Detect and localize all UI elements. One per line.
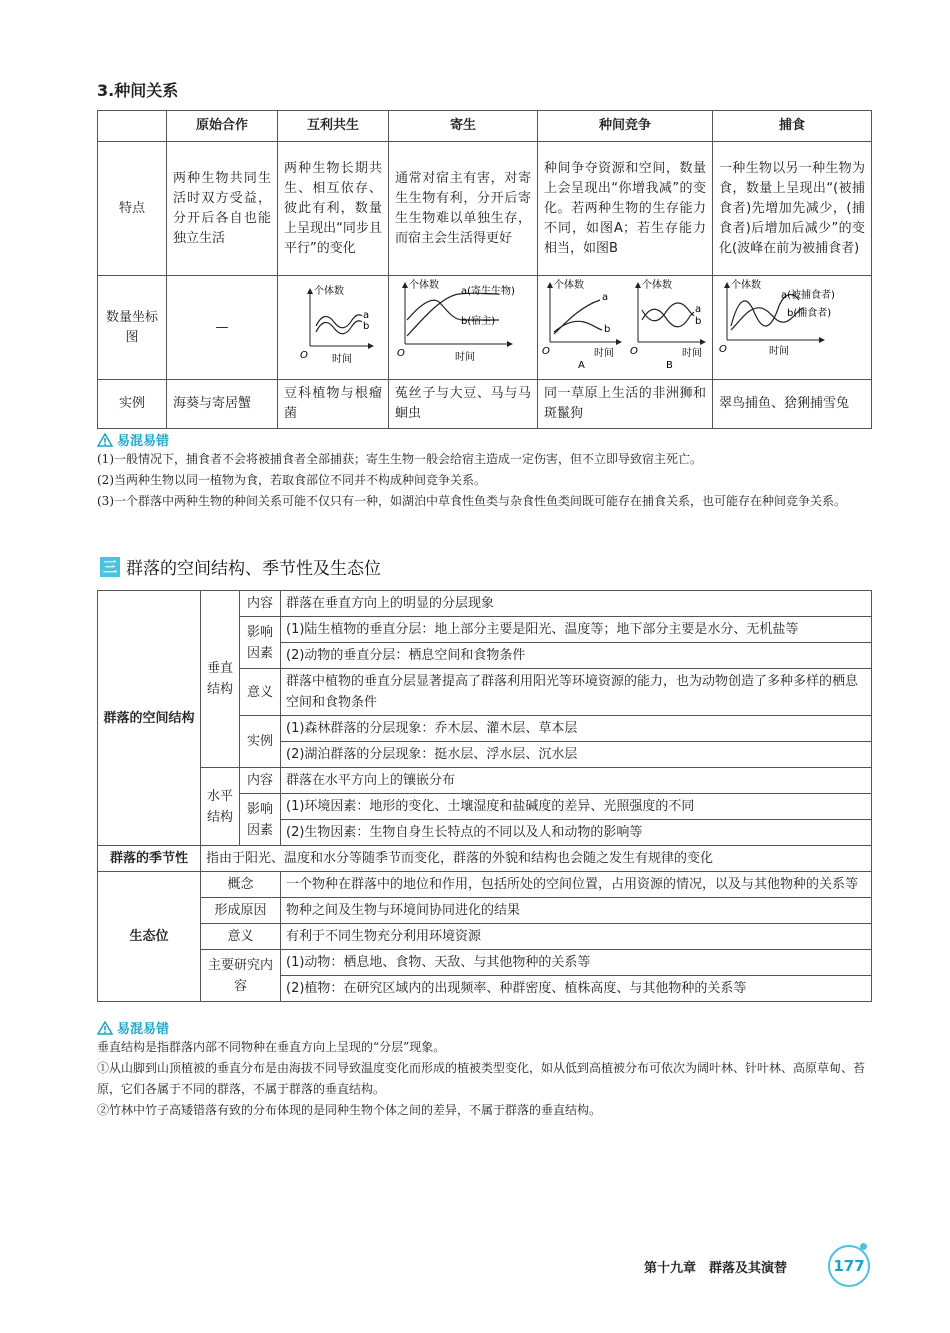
- vertical-content: 群落在垂直方向上的明显的分层现象: [281, 591, 872, 617]
- curve-label-b: b: [363, 321, 370, 332]
- niche-concept: 一个物种在群落中的地位和作用，包括所处的空间位置，占用资源的情况，以及与其他物种的关系等: [281, 872, 872, 898]
- label-content: 内容: [240, 591, 281, 617]
- relations-table: [97, 110, 872, 429]
- curve-label-prey: a(被捕食者): [781, 290, 835, 301]
- header-predation: 捕食: [713, 111, 872, 142]
- header-mutualism: 互利共生: [278, 111, 389, 142]
- label-content: 内容: [240, 768, 281, 794]
- header-empty: [98, 111, 167, 142]
- example-predation: 翠鸟捕鱼、猞猁捕雪兔: [713, 380, 872, 429]
- graph-mutualism: [278, 276, 386, 372]
- curve-label-a: a: [602, 292, 609, 303]
- page-dot-icon: [860, 1243, 867, 1250]
- axis-x-label: 时间: [332, 354, 352, 365]
- row-label-graph: 数量坐标图: [98, 276, 167, 380]
- niche-meaning: 有利于不同生物充分利用环境资源: [281, 924, 872, 950]
- table-header-row: [98, 111, 872, 142]
- section-number: 三: [100, 557, 120, 577]
- warning-title-text: 易混易错: [117, 434, 170, 449]
- label-factor: 影响因素: [240, 617, 281, 669]
- label-factor: 影响因素: [240, 794, 281, 846]
- warning-item: ②竹林中竹子高矮错落有致的分布体现的是同种生物个体之间的差异，不属于群落的垂直结构。: [97, 1103, 602, 1117]
- header-parasitism: 寄生: [389, 111, 538, 142]
- examples-row: [98, 380, 872, 429]
- curve-label-predator: b(捕食者): [787, 308, 832, 319]
- season-text: 指由于阳光、温度和水分等随季节而变化，群落的外貌和结构也会随之发生有规律的变化: [201, 846, 872, 872]
- label-example: 实例: [240, 716, 281, 768]
- chapter-footer: 第十九章 群落及其演替: [644, 1261, 788, 1276]
- category-niche: 生态位: [98, 872, 201, 1002]
- label-meaning: 意义: [240, 669, 281, 716]
- feature-parasitism: 通常对宿主有害，对寄生生物有利，分开后寄生生物难以单独生存，而宿主会生活得更好: [389, 142, 538, 276]
- section-heading: [100, 554, 381, 579]
- section-heading-text: 群落的空间结构、季节性及生态位: [126, 559, 381, 579]
- curve-label-b: b: [604, 324, 611, 335]
- axis-x-label: 时间: [455, 352, 475, 363]
- warning-title-text: 易混易错: [117, 1022, 170, 1037]
- graph-parasitism: [389, 276, 535, 372]
- label-niche-research: 主要研究内容: [201, 950, 281, 1002]
- features-row: [98, 142, 872, 276]
- feature-predation: 一种生物以另一种生物为食，数量上呈现出“(被捕食者)先增加先减少，(捕食者)后增加后减少”的变化(波峰在前为被捕食者): [713, 142, 872, 276]
- vertical-meaning: 群落中植物的垂直分层显著提高了群落利用阳光等环境资源的能力，也为动物创造了多种多样的栖息空间和食物条件: [281, 669, 872, 716]
- axis-origin: O: [542, 346, 550, 357]
- feature-mutualism: 两种生物长期共生、相互依存、彼此有利，数量上呈现出“同步且平行”的变化: [278, 142, 389, 276]
- warning-item: (3)一个群落中两种生物的种间关系可能不仅只有一种，如湖泊中草食性鱼类与杂食性鱼类间既可能存在捕食关系，也可能存在种间竞争关系。: [97, 494, 847, 508]
- warning-icon: [97, 433, 113, 447]
- curve-label-a: a: [695, 304, 702, 315]
- graph-predation: [713, 276, 863, 372]
- vertical-factor-1: (1)陆生植物的垂直分层：地上部分主要是阳光、温度等；地下部分主要是水分、无机盐等: [281, 617, 872, 643]
- horizontal-factor-2: (2)生物因素：生物自身生长特点的不同以及人和动物的影响等: [281, 820, 872, 846]
- graph-label-B: B: [666, 360, 673, 371]
- axis-y-label: 个体数: [554, 280, 584, 291]
- page-number: 177: [828, 1245, 870, 1287]
- axis-origin: O: [397, 348, 405, 359]
- niche-cause: 物种之间及生物与环境间协同进化的结果: [281, 898, 872, 924]
- curve-label-a: a: [363, 310, 370, 321]
- example-competition: 同一草原上生活的非洲狮和斑鬣狗: [538, 380, 713, 429]
- axis-x-label: 时间: [769, 346, 789, 357]
- axis-x-label: 时间: [594, 348, 614, 359]
- axis-y-label: 个体数: [731, 280, 761, 291]
- horizontal-factor-1: (1)环境因素：地形的变化、土壤湿度和盐碱度的差异、光照强度的不同: [281, 794, 872, 820]
- niche-research-1: (1)动物：栖息地、食物、天敌、与其他物种的关系等: [281, 950, 872, 976]
- header-competition: 种间竞争: [538, 111, 713, 142]
- example-mutualism: 豆科植物与根瘤菌: [278, 380, 389, 429]
- horizontal-content: 群落在水平方向上的镶嵌分布: [281, 768, 872, 794]
- graph-mutualism-cell: [278, 276, 389, 380]
- graph-none: —: [167, 276, 278, 380]
- section-title: 3.种间关系: [97, 81, 179, 100]
- vertical-example-2: (2)湖泊群落的分层现象：挺水层、浮水层、沉水层: [281, 742, 872, 768]
- label-niche-cause: 形成原因: [201, 898, 281, 924]
- warning-item: (2)当两种生物以同一植物为食，若取食部位不同并不构成种间竞争关系。: [97, 473, 487, 487]
- curve-label-host: b(宿主): [461, 316, 496, 327]
- curve-label-b: b: [695, 316, 702, 327]
- example-parasitism: 菟丝子与大豆、马与马蛔虫: [389, 380, 538, 429]
- axis-origin: O: [300, 350, 308, 361]
- axis-x-label: 时间: [682, 348, 702, 359]
- vertical-example-1: (1)森林群落的分层现象：乔木层、灌木层、草本层: [281, 716, 872, 742]
- axis-y-label: 个体数: [314, 286, 344, 297]
- axis-y-label: 个体数: [642, 280, 672, 291]
- graph-predation-cell: [713, 276, 872, 380]
- subcategory-vertical: 垂直结构: [201, 591, 240, 768]
- category-spatial: 群落的空间结构: [98, 591, 201, 846]
- label-niche-concept: 概念: [201, 872, 281, 898]
- warning-item: 垂直结构是指群落内部不同物种在垂直方向上呈现的“分层”现象。: [97, 1040, 446, 1054]
- graph-parasitism-cell: [389, 276, 538, 380]
- warning-icon: [97, 1021, 113, 1035]
- warning-item: (1)一般情况下，捕食者不会将被捕食者全部捕获；寄生生物一般会给宿主造成一定伤害，但不立即导致宿主死亡。: [97, 452, 703, 466]
- warning-box-1: [97, 430, 872, 512]
- feature-cooperation: 两种生物共同生活时双方受益，分开后各自也能独立生活: [167, 142, 278, 276]
- row-label-features: 特点: [98, 142, 167, 276]
- graph-row: [98, 276, 872, 380]
- axis-origin: O: [630, 346, 638, 357]
- warning-box-2: [97, 1018, 872, 1121]
- graph-competition: [538, 276, 710, 372]
- niche-research-2: (2)植物：在研究区域内的出现频率、种群密度、植株高度、与其他物种的关系等: [281, 976, 872, 1002]
- category-season: 群落的季节性: [98, 846, 201, 872]
- warning-title: [97, 430, 872, 449]
- warning-item: ①从山脚到山顶植被的垂直分布是由海拔不同导致温度变化而形成的植被类型变化，如从低到高植被分布可依次为阔叶林、针叶林、高原草甸、苔原，它们各属于不同的群落，不属于群落的垂直结构。: [97, 1061, 866, 1096]
- community-structure-table: [97, 590, 872, 1002]
- example-cooperation: 海葵与寄居蟹: [167, 380, 278, 429]
- subcategory-horizontal: 水平结构: [201, 768, 240, 846]
- feature-competition: 种间争夺资源和空间，数量上会呈现出“你增我减”的变化。若两种生物的生存能力不同，如图A；若生存能力相当，如图B: [538, 142, 713, 276]
- axis-y-label: 个体数: [409, 280, 439, 291]
- axis-origin: O: [719, 344, 727, 355]
- header-cooperation: 原始合作: [167, 111, 278, 142]
- vertical-factor-2: (2)动物的垂直分层：栖息空间和食物条件: [281, 643, 872, 669]
- warning-title: [97, 1018, 872, 1037]
- row-label-examples: 实例: [98, 380, 167, 429]
- label-niche-meaning: 意义: [201, 924, 281, 950]
- graph-competition-cell: [538, 276, 713, 380]
- graph-label-A: A: [578, 360, 585, 371]
- curve-label-parasite: a(寄生生物): [461, 286, 515, 297]
